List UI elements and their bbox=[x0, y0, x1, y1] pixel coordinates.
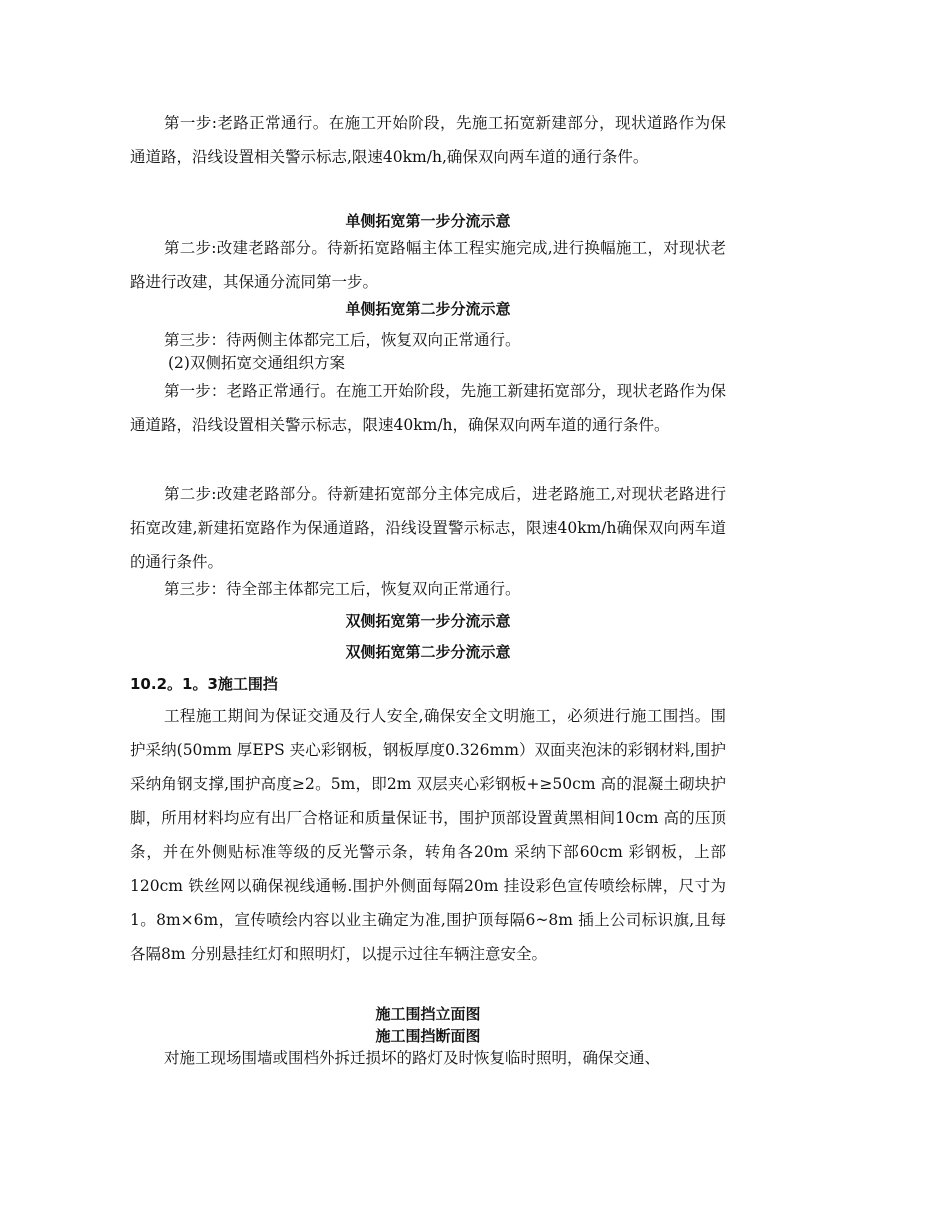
paragraph-step2-double: 第二步:改建老路部分。待新建拓宽部分主体完成后，进老路施工,对现状老路进行拓宽改建,新建拓宽路作为保通道路，沿线设置警示标志，限速40km/h确保双向两车道的通行条件。 bbox=[130, 485, 726, 571]
caption-single-step1: 单侧拓宽第一步分流示意 bbox=[345, 212, 511, 230]
caption-double-step2: 双侧拓宽第二步分流示意 bbox=[345, 643, 511, 661]
caption-double-step1: 双侧拓宽第一步分流示意 bbox=[345, 612, 511, 630]
caption-single-step2: 单侧拓宽第二步分流示意 bbox=[345, 300, 511, 318]
paragraph-step3-single: 第三步：待两侧主体都完工后，恢复双向正常通行。 bbox=[164, 331, 521, 349]
caption-hoarding-elevation: 施工围挡立面图 bbox=[375, 1005, 481, 1023]
paragraph-step3-double: 第三步：待全部主体都完工后，恢复双向正常通行。 bbox=[164, 580, 521, 598]
paragraph-step1-double: 第一步：老路正常通行。在施工开始阶段，先施工新建拓宽部分，现状老路作为保通道路，沿线设置相关警示标志，限速40km/h，确保双向两车道的通行条件。 bbox=[130, 382, 726, 434]
section-double-widening: (2)双侧拓宽交通组织方案 bbox=[168, 354, 345, 372]
paragraph-lighting: 对施工现场围墙或围档外拆迁损坏的路灯及时恢复临时照明，确保交通、 bbox=[164, 1049, 661, 1067]
section-heading: 10.2。1。3施工围挡 bbox=[130, 675, 278, 693]
paragraph-step2-single: 第二步:改建老路部分。待新拓宽路幅主体工程实施完成,进行换幅施工，对现状老路进行改建，其保通分流同第一步。 bbox=[130, 239, 726, 291]
paragraph-hoarding: 工程施工期间为保证交通及行人安全,确保安全文明施工，必须进行施工围挡。围护采纳(50mm 厚EPS 夹心彩钢板，钢板厚度0.326mm）双面夹泡沫的彩钢材料,围护采纳角钢支撑,围护高度≥2。5m，即2m 双层夹心彩钢板+≥50cm 高的混凝土砌块护脚，所用材料均应有出厂合格证和质量保证书，围护顶部设置黄黑相间10cm 高的压顶条，并在外侧贴标准等级的反光警示条，转角各20m 采纳下部60cm 彩钢板，上部120cm 铁丝网以确保视线通畅.围护外侧面每隔20m 挂设彩色宣传喷绘标牌，尺寸为1。8m×6m，宣传喷绘内容以业主确定为准,围护顶每隔6~8m 插上公司标识旗,且每各隔8m 分别悬挂红灯和照明灯，以提示过往车辆注意安全。 bbox=[130, 707, 726, 963]
caption-hoarding-section: 施工围挡断面图 bbox=[375, 1027, 481, 1045]
paragraph-step1-single: 第一步:老路正常通行。在施工开始阶段，先施工拓宽新建部分，现状道路作为保通道路，沿线设置相关警示标志,限速40km/h,确保双向两车道的通行条件。 bbox=[130, 114, 726, 166]
